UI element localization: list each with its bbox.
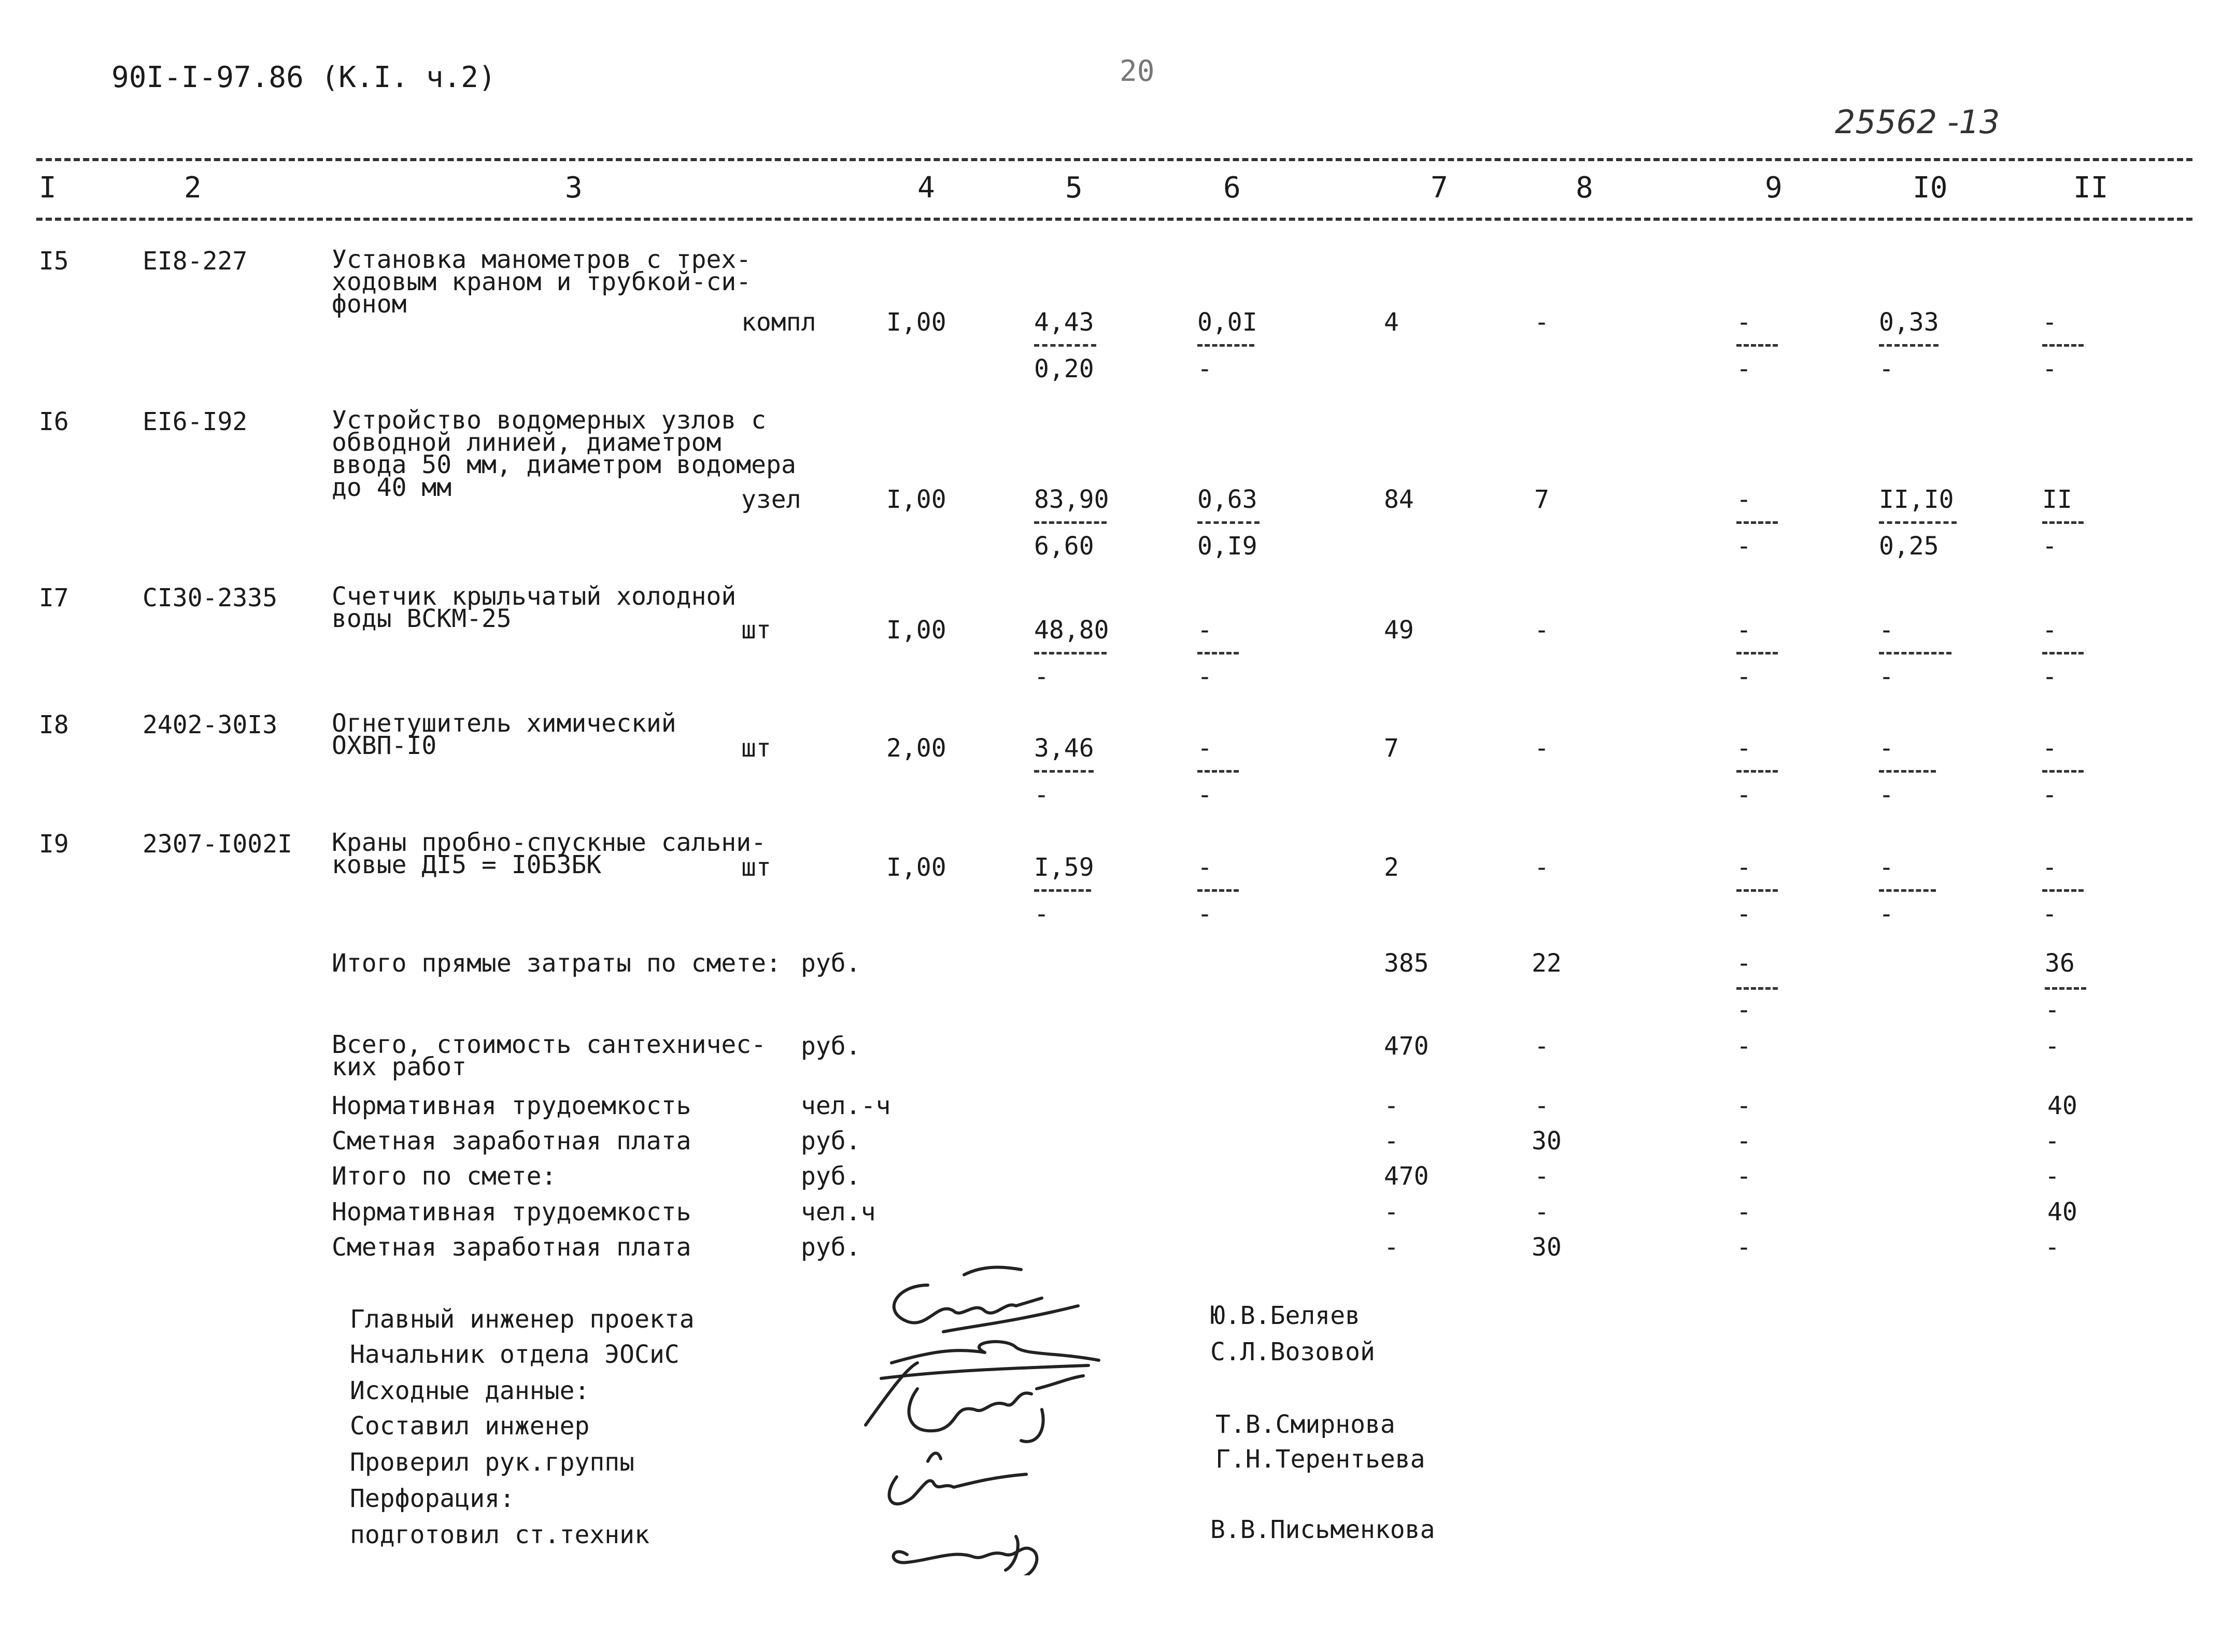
- total-unit: руб.: [801, 949, 861, 978]
- col8-value: -: [1534, 853, 1549, 882]
- col6-bottom: -: [1197, 900, 1212, 929]
- total-col8: 22: [1532, 949, 1562, 978]
- fraction-line: [1736, 652, 1778, 654]
- row-description: Устройство водомерных узлов с обводной линией, диаметром ввода 50 мм, диаметром водомера до 40 мм: [332, 406, 796, 502]
- fraction-line: [1034, 889, 1091, 892]
- col10-top: -: [1879, 734, 1894, 763]
- col10-bottom: -: [1879, 354, 1894, 383]
- row-description: Огнетушитель химический ОХВП-I0: [332, 709, 676, 761]
- fraction-line: [1736, 344, 1778, 347]
- summary-col7: -: [1384, 1198, 1399, 1227]
- col6-bottom: -: [1197, 354, 1212, 383]
- row-number: I9: [39, 830, 69, 859]
- table-top-rule: [36, 158, 2192, 161]
- row-unit: шт: [741, 616, 771, 645]
- row-number: I8: [39, 710, 69, 739]
- col10-bottom: -: [1879, 662, 1894, 691]
- signoff-role: Начальник отдела ЭОСиС: [350, 1340, 680, 1369]
- fraction-line: [1879, 889, 1936, 892]
- row-number: I7: [39, 583, 69, 613]
- row-description: Установка манометров с трех- ходовым краном и трубкой-си- фоном: [332, 245, 752, 319]
- row-quantity: I,00: [886, 616, 946, 645]
- col6-bottom: -: [1197, 662, 1212, 691]
- col-header-2: 2: [184, 171, 202, 205]
- row-quantity: I,00: [886, 485, 946, 514]
- col-header-11: II: [2073, 171, 2109, 205]
- fraction-line: [2042, 652, 2084, 654]
- fraction-line: [1197, 770, 1239, 773]
- fraction-line: [1736, 521, 1778, 524]
- fraction-line: [1034, 770, 1094, 773]
- col8-value: -: [1534, 734, 1549, 763]
- col10-bottom: 0,25: [1879, 532, 1939, 561]
- row-unit: узел: [741, 485, 801, 514]
- col5-top: 4,43: [1034, 308, 1094, 337]
- col11-bottom: -: [2042, 354, 2057, 383]
- signoff-role: Проверил рук.группы: [350, 1448, 635, 1477]
- summary-col11: -: [2045, 1127, 2060, 1156]
- col9-bottom: -: [1736, 662, 1751, 691]
- summary-unit: руб.: [801, 1162, 861, 1191]
- col11-bottom: -: [2042, 900, 2057, 929]
- fraction-line: [1736, 770, 1778, 773]
- fraction-line: [2045, 987, 2086, 990]
- summary-col8: -: [1534, 1032, 1549, 1061]
- summary-col9: -: [1736, 1198, 1751, 1227]
- row-unit: компл: [741, 308, 816, 337]
- col5-bottom: -: [1034, 780, 1049, 809]
- summary-col9: -: [1736, 1162, 1751, 1191]
- fraction-line: [1034, 521, 1107, 524]
- total-col11-top: 36: [2045, 949, 2075, 978]
- row-code: 2307-I002I: [143, 830, 292, 859]
- document-code: 90I-I-97.86 (К.I. ч.2): [111, 61, 496, 94]
- handwritten-signatures: [850, 1254, 1182, 1575]
- summary-label: Всего, стоимость сантехничес- ких работ: [332, 1030, 767, 1082]
- col10-bottom: -: [1879, 900, 1894, 929]
- fraction-line: [2042, 344, 2084, 347]
- summary-col7: -: [1384, 1091, 1399, 1120]
- summary-col11: 40: [2047, 1091, 2077, 1120]
- col8-value: -: [1534, 308, 1549, 337]
- summary-col8: -: [1534, 1198, 1549, 1227]
- summary-unit: чел.-ч: [801, 1091, 891, 1120]
- col5-bottom: -: [1034, 662, 1049, 691]
- row-code: EI6-I92: [143, 407, 248, 436]
- col5-top: 48,80: [1034, 616, 1109, 645]
- summary-label: Нормативная трудоемкость: [332, 1091, 691, 1120]
- signoff-name: Г.Н.Терентьева: [1215, 1445, 1425, 1474]
- col6-top: -: [1197, 853, 1212, 882]
- col6-top: -: [1197, 734, 1212, 763]
- col5-top: 83,90: [1034, 485, 1109, 514]
- summary-label: Итого по смете:: [332, 1162, 557, 1191]
- col9-top: -: [1736, 853, 1751, 882]
- col10-top: -: [1879, 853, 1894, 882]
- summary-col8: 30: [1532, 1233, 1562, 1262]
- total-col11-bottom: -: [2045, 995, 2060, 1024]
- col5-top: I,59: [1034, 853, 1094, 882]
- fraction-line: [1879, 652, 1951, 654]
- col-header-5: 5: [1065, 171, 1083, 205]
- signoff-role: Исходные данные:: [350, 1376, 590, 1405]
- col7-value: 2: [1384, 853, 1399, 882]
- col-header-6: 6: [1223, 171, 1241, 205]
- signoff-role: Перфорация:: [350, 1484, 515, 1513]
- row-description: Счетчик крыльчатый холодной воды ВСКМ-25: [332, 582, 737, 634]
- row-code: EI8-227: [143, 247, 248, 276]
- col6-top: 0,63: [1197, 485, 1257, 514]
- summary-unit: руб.: [801, 1233, 861, 1262]
- row-unit: шт: [741, 853, 771, 882]
- fraction-line: [1197, 344, 1254, 347]
- fraction-line: [2042, 521, 2084, 524]
- summary-col7: 470: [1384, 1032, 1429, 1061]
- total-label: Итого прямые затраты по смете:: [332, 949, 781, 978]
- table-header-rule: [36, 218, 2192, 221]
- row-number: I5: [39, 247, 69, 276]
- fraction-line: [1034, 652, 1107, 654]
- summary-col11: -: [2045, 1162, 2060, 1191]
- col11-top: -: [2042, 616, 2057, 645]
- col6-top: 0,0I: [1197, 308, 1257, 337]
- sheet-number: 25562 -13: [1835, 103, 2000, 141]
- row-unit: шт: [741, 734, 771, 763]
- col7-value: 84: [1384, 485, 1414, 514]
- row-quantity: I,00: [886, 853, 946, 882]
- fraction-line: [1034, 344, 1096, 347]
- col11-bottom: -: [2042, 662, 2057, 691]
- col9-bottom: -: [1736, 532, 1751, 561]
- col5-bottom: 0,20: [1034, 354, 1094, 383]
- row-description: Краны пробно-спускные сальни- ковые ДI5 = I0Б3БК: [332, 828, 767, 880]
- signoff-role: Главный инженер проекта: [350, 1305, 695, 1334]
- fraction-line: [1736, 889, 1778, 892]
- row-number: I6: [39, 407, 69, 436]
- col9-bottom: -: [1736, 780, 1751, 809]
- col-header-7: 7: [1431, 171, 1448, 205]
- col9-top: -: [1736, 734, 1751, 763]
- summary-col11: -: [2045, 1032, 2060, 1061]
- summary-label: Нормативная трудоемкость: [332, 1198, 691, 1227]
- col11-top: -: [2042, 734, 2057, 763]
- col10-bottom: -: [1879, 780, 1894, 809]
- fraction-line: [1879, 521, 1957, 524]
- row-code: CI30-2335: [143, 583, 278, 613]
- signoff-role: Составил инженер: [350, 1412, 590, 1441]
- fraction-line: [1197, 521, 1260, 524]
- col8-value: 7: [1534, 485, 1549, 514]
- summary-unit: руб.: [801, 1032, 861, 1061]
- total-col9-top: -: [1736, 949, 1751, 978]
- signoff-name: Ю.В.Беляев: [1210, 1301, 1360, 1330]
- col10-top: 0,33: [1879, 308, 1939, 337]
- col9-top: -: [1736, 616, 1751, 645]
- summary-col11: 40: [2047, 1198, 2077, 1227]
- col10-top: -: [1879, 616, 1894, 645]
- summary-col8: -: [1534, 1162, 1549, 1191]
- col11-bottom: -: [2042, 780, 2057, 809]
- fraction-line: [2042, 770, 2084, 773]
- summary-col11: -: [2045, 1233, 2060, 1262]
- signoff-name: Т.В.Смирнова: [1215, 1410, 1395, 1439]
- summary-col7: 470: [1384, 1162, 1429, 1191]
- col-header-10: I0: [1913, 171, 1948, 205]
- row-quantity: 2,00: [886, 734, 946, 763]
- signoff-name: В.В.Письменкова: [1210, 1515, 1435, 1544]
- col10-top: II,I0: [1879, 485, 1954, 514]
- col11-bottom: -: [2042, 532, 2057, 561]
- col11-top: II: [2042, 485, 2072, 514]
- col-header-9: 9: [1765, 171, 1783, 205]
- col6-bottom: -: [1197, 780, 1212, 809]
- fraction-line: [1197, 889, 1239, 892]
- signoff-name: С.Л.Возовой: [1210, 1337, 1375, 1366]
- row-code: 2402-30I3: [143, 710, 278, 739]
- col7-value: 49: [1384, 616, 1414, 645]
- col-header-1: I: [39, 171, 56, 205]
- fraction-line: [1736, 987, 1778, 990]
- col9-bottom: -: [1736, 900, 1751, 929]
- summary-unit: чел.ч: [801, 1198, 876, 1227]
- summary-col9: -: [1736, 1127, 1751, 1156]
- summary-col9: -: [1736, 1233, 1751, 1262]
- summary-label: Сметная заработная плата: [332, 1127, 691, 1156]
- col5-bottom: 6,60: [1034, 532, 1094, 561]
- summary-col7: -: [1384, 1127, 1399, 1156]
- total-col9-bottom: -: [1736, 995, 1751, 1024]
- col9-top: -: [1736, 485, 1751, 514]
- col-header-4: 4: [917, 171, 935, 205]
- row-quantity: I,00: [886, 308, 946, 337]
- summary-label: Сметная заработная плата: [332, 1233, 691, 1262]
- col-header-8: 8: [1576, 171, 1593, 205]
- col-header-3: 3: [565, 171, 583, 205]
- col11-top: -: [2042, 308, 2057, 337]
- col6-bottom: 0,I9: [1197, 532, 1257, 561]
- fraction-line: [1879, 770, 1936, 773]
- col11-top: -: [2042, 853, 2057, 882]
- col7-value: 7: [1384, 734, 1399, 763]
- signoff-role: подготовил ст.техник: [350, 1520, 649, 1549]
- total-col7: 385: [1384, 949, 1429, 978]
- col5-bottom: -: [1034, 900, 1049, 929]
- fraction-line: [1197, 652, 1239, 654]
- fraction-line: [2042, 889, 2084, 892]
- fraction-line: [1879, 344, 1939, 347]
- summary-col8: -: [1534, 1091, 1549, 1120]
- page-number: 20: [1120, 54, 1155, 88]
- col9-top: -: [1736, 308, 1751, 337]
- summary-unit: руб.: [801, 1127, 861, 1156]
- col9-bottom: -: [1736, 354, 1751, 383]
- summary-col7: -: [1384, 1233, 1399, 1262]
- col7-value: 4: [1384, 308, 1399, 337]
- col8-value: -: [1534, 616, 1549, 645]
- summary-col9: -: [1736, 1032, 1751, 1061]
- col5-top: 3,46: [1034, 734, 1094, 763]
- summary-col9: -: [1736, 1091, 1751, 1120]
- summary-col8: 30: [1532, 1127, 1562, 1156]
- col6-top: -: [1197, 616, 1212, 645]
